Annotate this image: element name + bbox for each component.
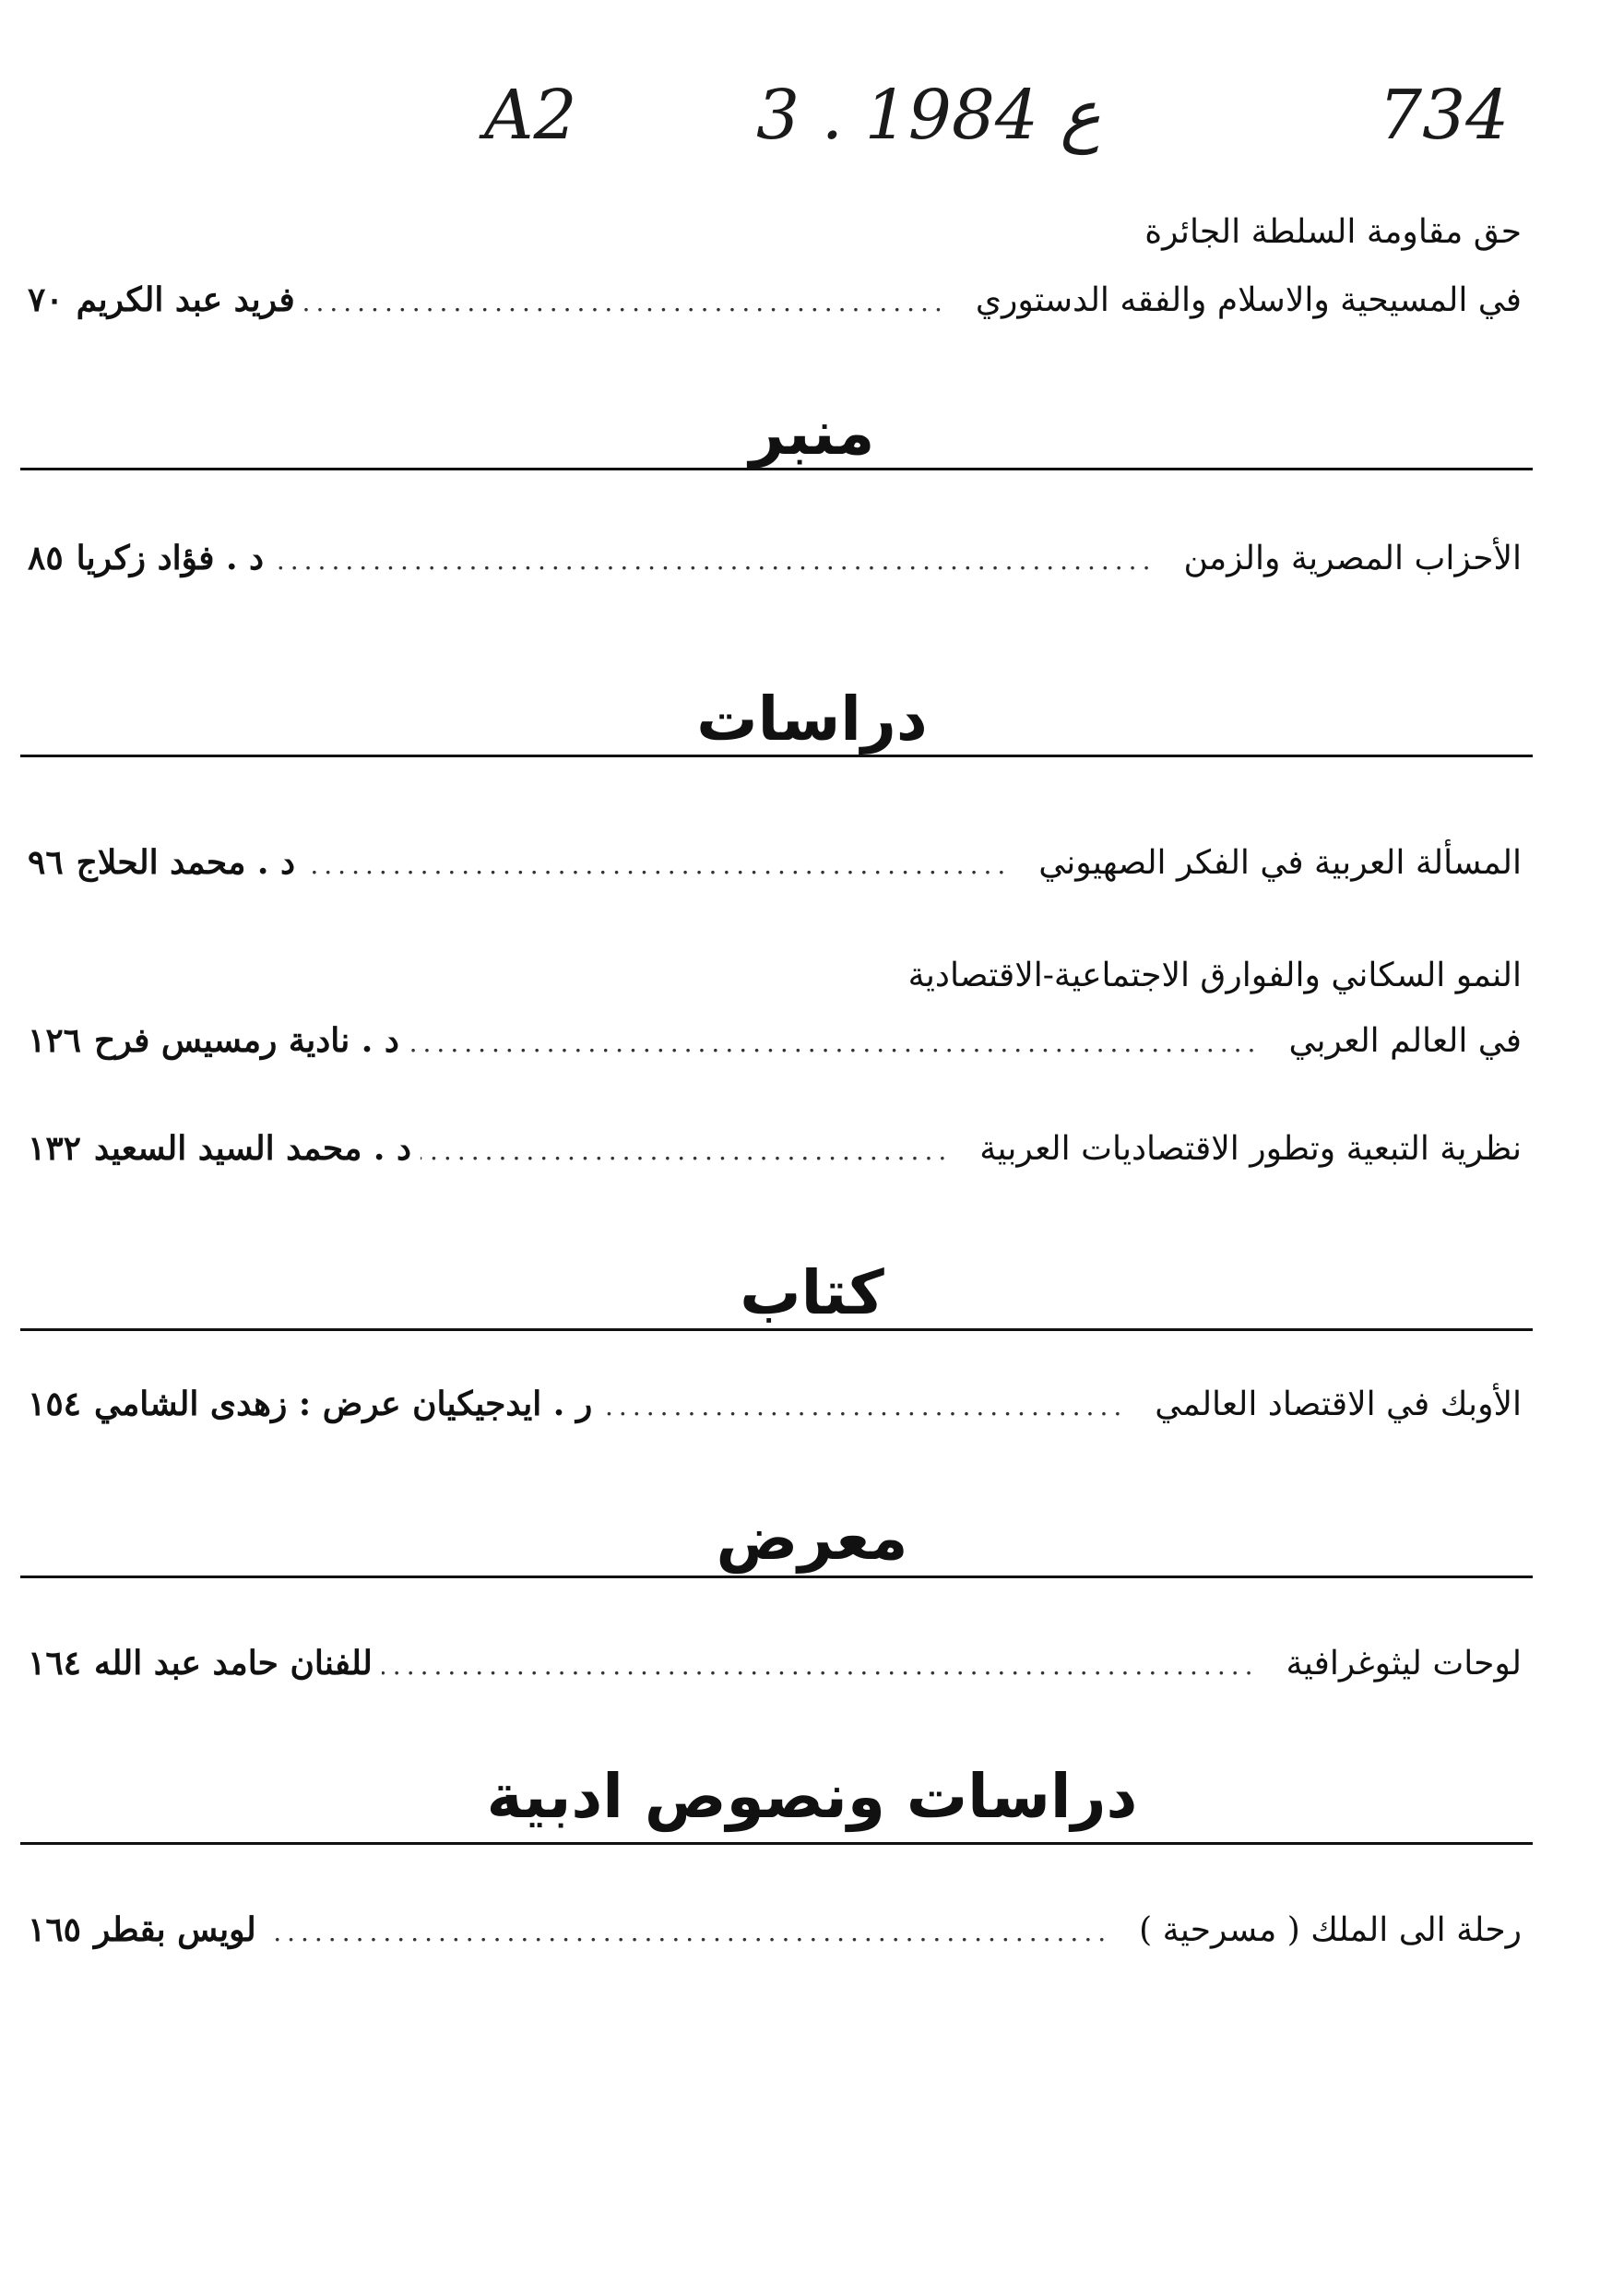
entry-1-title: في المسيحية والاسلام والفقه الدستوري bbox=[975, 281, 1522, 319]
toc-entry-4 bbox=[28, 1013, 1522, 1068]
dot-leader bbox=[304, 275, 957, 330]
entry-1-title-line1: حق مقاومة السلطة الجائرة bbox=[1144, 213, 1522, 251]
dot-leader bbox=[266, 1905, 1120, 1960]
toc-entry-6 bbox=[28, 1376, 1522, 1432]
entry-5-page: ١٣٢ bbox=[28, 1129, 82, 1168]
dot-leader bbox=[382, 1638, 1268, 1694]
dot-leader bbox=[421, 1124, 961, 1179]
entry-1-author: فريد عبد الكريم bbox=[76, 280, 295, 319]
dot-leader bbox=[409, 1016, 1271, 1071]
entry-4-title: في العالم العربي bbox=[1288, 1022, 1522, 1060]
handwritten-date: 3 . ع 1984 bbox=[756, 76, 1101, 155]
entry-8-page: ١٦٥ bbox=[28, 1910, 82, 1949]
entry-3-title: المسألة العربية في الفكر الصهيوني bbox=[1038, 844, 1522, 882]
toc-entry-1 bbox=[28, 272, 1522, 327]
toc-entry-3 bbox=[28, 835, 1522, 890]
entry-4-author: د . نادية رمسيس فرح bbox=[94, 1021, 399, 1060]
handwritten-number: 734 bbox=[1379, 76, 1510, 155]
entry-1-page: ٧٠ bbox=[28, 280, 64, 319]
entry-4-page: ١٢٦ bbox=[28, 1021, 82, 1060]
entry-3-author: د . محمد الحلاج bbox=[76, 843, 295, 882]
dot-leader bbox=[601, 1379, 1136, 1434]
entry-7-page: ١٦٤ bbox=[28, 1644, 82, 1683]
entry-4-title-line1: النمو السكاني والفوارق الاجتماعية-الاقتصادية bbox=[907, 957, 1522, 994]
toc-entry-8 bbox=[28, 1902, 1522, 1957]
section-title-dirasat-nusus: دراسات ونصوص ادبية bbox=[486, 1761, 1138, 1832]
toc-entry-7 bbox=[28, 1635, 1522, 1691]
section-rule bbox=[20, 1842, 1533, 1845]
entry-5-author: د . محمد السيد السعيد bbox=[94, 1129, 412, 1168]
entry-7-title: لوحات ليثوغرافية bbox=[1286, 1645, 1522, 1683]
toc-entry-2 bbox=[28, 530, 1522, 586]
entry-2-page: ٨٥ bbox=[28, 539, 64, 577]
entry-5-title: نظرية التبعية وتطور الاقتصاديات العربية bbox=[979, 1130, 1522, 1168]
toc-entry-5 bbox=[28, 1121, 1522, 1176]
entry-6-page: ١٥٤ bbox=[28, 1385, 82, 1423]
entry-7-author: للفنان حامد عبد الله bbox=[94, 1644, 373, 1683]
entry-3-page: ٩٦ bbox=[28, 843, 64, 882]
entry-2-title: الأحزاب المصرية والزمن bbox=[1183, 540, 1522, 577]
section-rule bbox=[20, 1328, 1533, 1331]
entry-8-title: رحلة الى الملك ( مسرحية ) bbox=[1139, 1911, 1522, 1949]
section-title-maarad: معرض bbox=[716, 1503, 908, 1574]
entry-8-author: لويس بقطر bbox=[94, 1910, 256, 1949]
section-rule bbox=[20, 1576, 1533, 1578]
dot-leader bbox=[304, 838, 1020, 893]
section-rule bbox=[20, 755, 1533, 757]
entry-6-author: ر . ايدجيكيان عرض : زهدى الشامي bbox=[94, 1385, 593, 1423]
entry-2-author: د . فؤاد زكريا bbox=[76, 539, 265, 577]
handwritten-code: A2 bbox=[484, 76, 577, 155]
dot-leader bbox=[273, 533, 1165, 589]
entry-6-title: الأوبك في الاقتصاد العالمي bbox=[1155, 1385, 1522, 1423]
section-rule bbox=[20, 468, 1533, 470]
section-title-kitab: كتاب bbox=[740, 1257, 884, 1328]
section-title-dirasat: دراسات bbox=[696, 684, 928, 755]
section-title-minbar: منبر bbox=[749, 398, 875, 469]
